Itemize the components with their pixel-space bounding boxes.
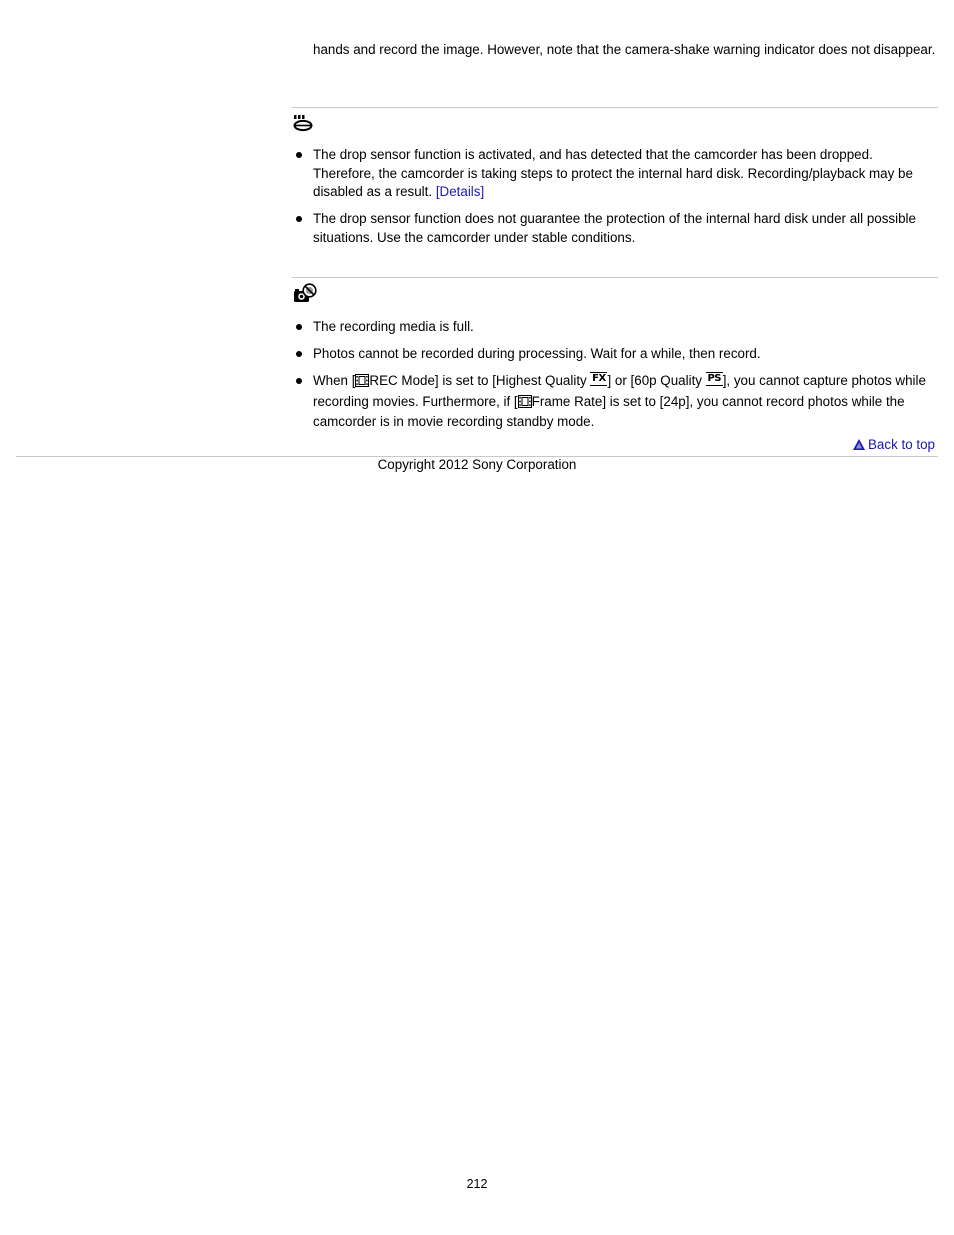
photo-item-text: ], you cannot capture photos while recording movies. Furthermore, if [ <box>313 373 926 409</box>
bullet <box>296 324 302 330</box>
photo-item-text: ] or [60p Quality <box>607 373 706 388</box>
photo-item-text: REC Mode] is set to [Highest Quality <box>369 373 591 388</box>
fx-badge: FX <box>592 373 606 384</box>
intro-block <box>292 41 938 60</box>
ps-mode-icon <box>706 372 723 386</box>
back-to-top-link[interactable] <box>853 436 935 456</box>
section-divider <box>292 277 938 278</box>
bullet <box>296 216 302 222</box>
list-item <box>292 345 938 364</box>
photo-capture-disabled-icon <box>293 283 317 309</box>
ps-badge: PS <box>707 373 721 384</box>
list-item <box>292 210 938 247</box>
bullet <box>296 378 302 384</box>
copyright-text: Copyright 2012 Sony Corporation <box>377 457 577 472</box>
bullet <box>296 152 302 158</box>
drop-sensor-item-text: The drop sensor function does not guarantee the protection of the internal hard disk under all possible situations. Use the camcorder under stable conditions. <box>313 211 916 245</box>
list-item <box>292 372 938 432</box>
photo-item-text: The recording media is full. <box>313 319 474 334</box>
photo-list <box>292 318 938 440</box>
section-divider <box>292 107 938 108</box>
photo-item-text: Frame Rate] is set to [24p], you cannot record photos while the camcorder is in movie recording standby mode. <box>313 393 905 429</box>
fx-mode-icon <box>590 372 607 386</box>
page-number: 212 <box>466 1177 488 1191</box>
list-item <box>292 146 938 202</box>
photo-item-text: Photos cannot be recorded during processing. Wait for a while, then record. <box>313 346 761 361</box>
drop-sensor-icon <box>293 114 315 138</box>
bullet <box>296 351 302 357</box>
details-link[interactable]: [Details] <box>435 184 485 199</box>
drop-sensor-item-text: The drop sensor function is activated, and has detected that the camcorder has been dropped. Therefore, the camcorder is taking steps to protect the internal hard disk. Recording/playback may be disabled as a result. <box>313 147 913 199</box>
back-to-top-label: Back to top <box>868 437 935 452</box>
movie-film-icon <box>355 374 369 393</box>
drop-sensor-list <box>292 146 938 256</box>
intro-text: hands and record the image. However, note that the camera-shake warning indicator does not disappear. <box>313 42 936 57</box>
photo-item-text: When [ <box>313 373 356 388</box>
list-item <box>292 318 938 337</box>
movie-film-icon <box>518 395 532 414</box>
up-arrow-icon <box>853 437 865 456</box>
